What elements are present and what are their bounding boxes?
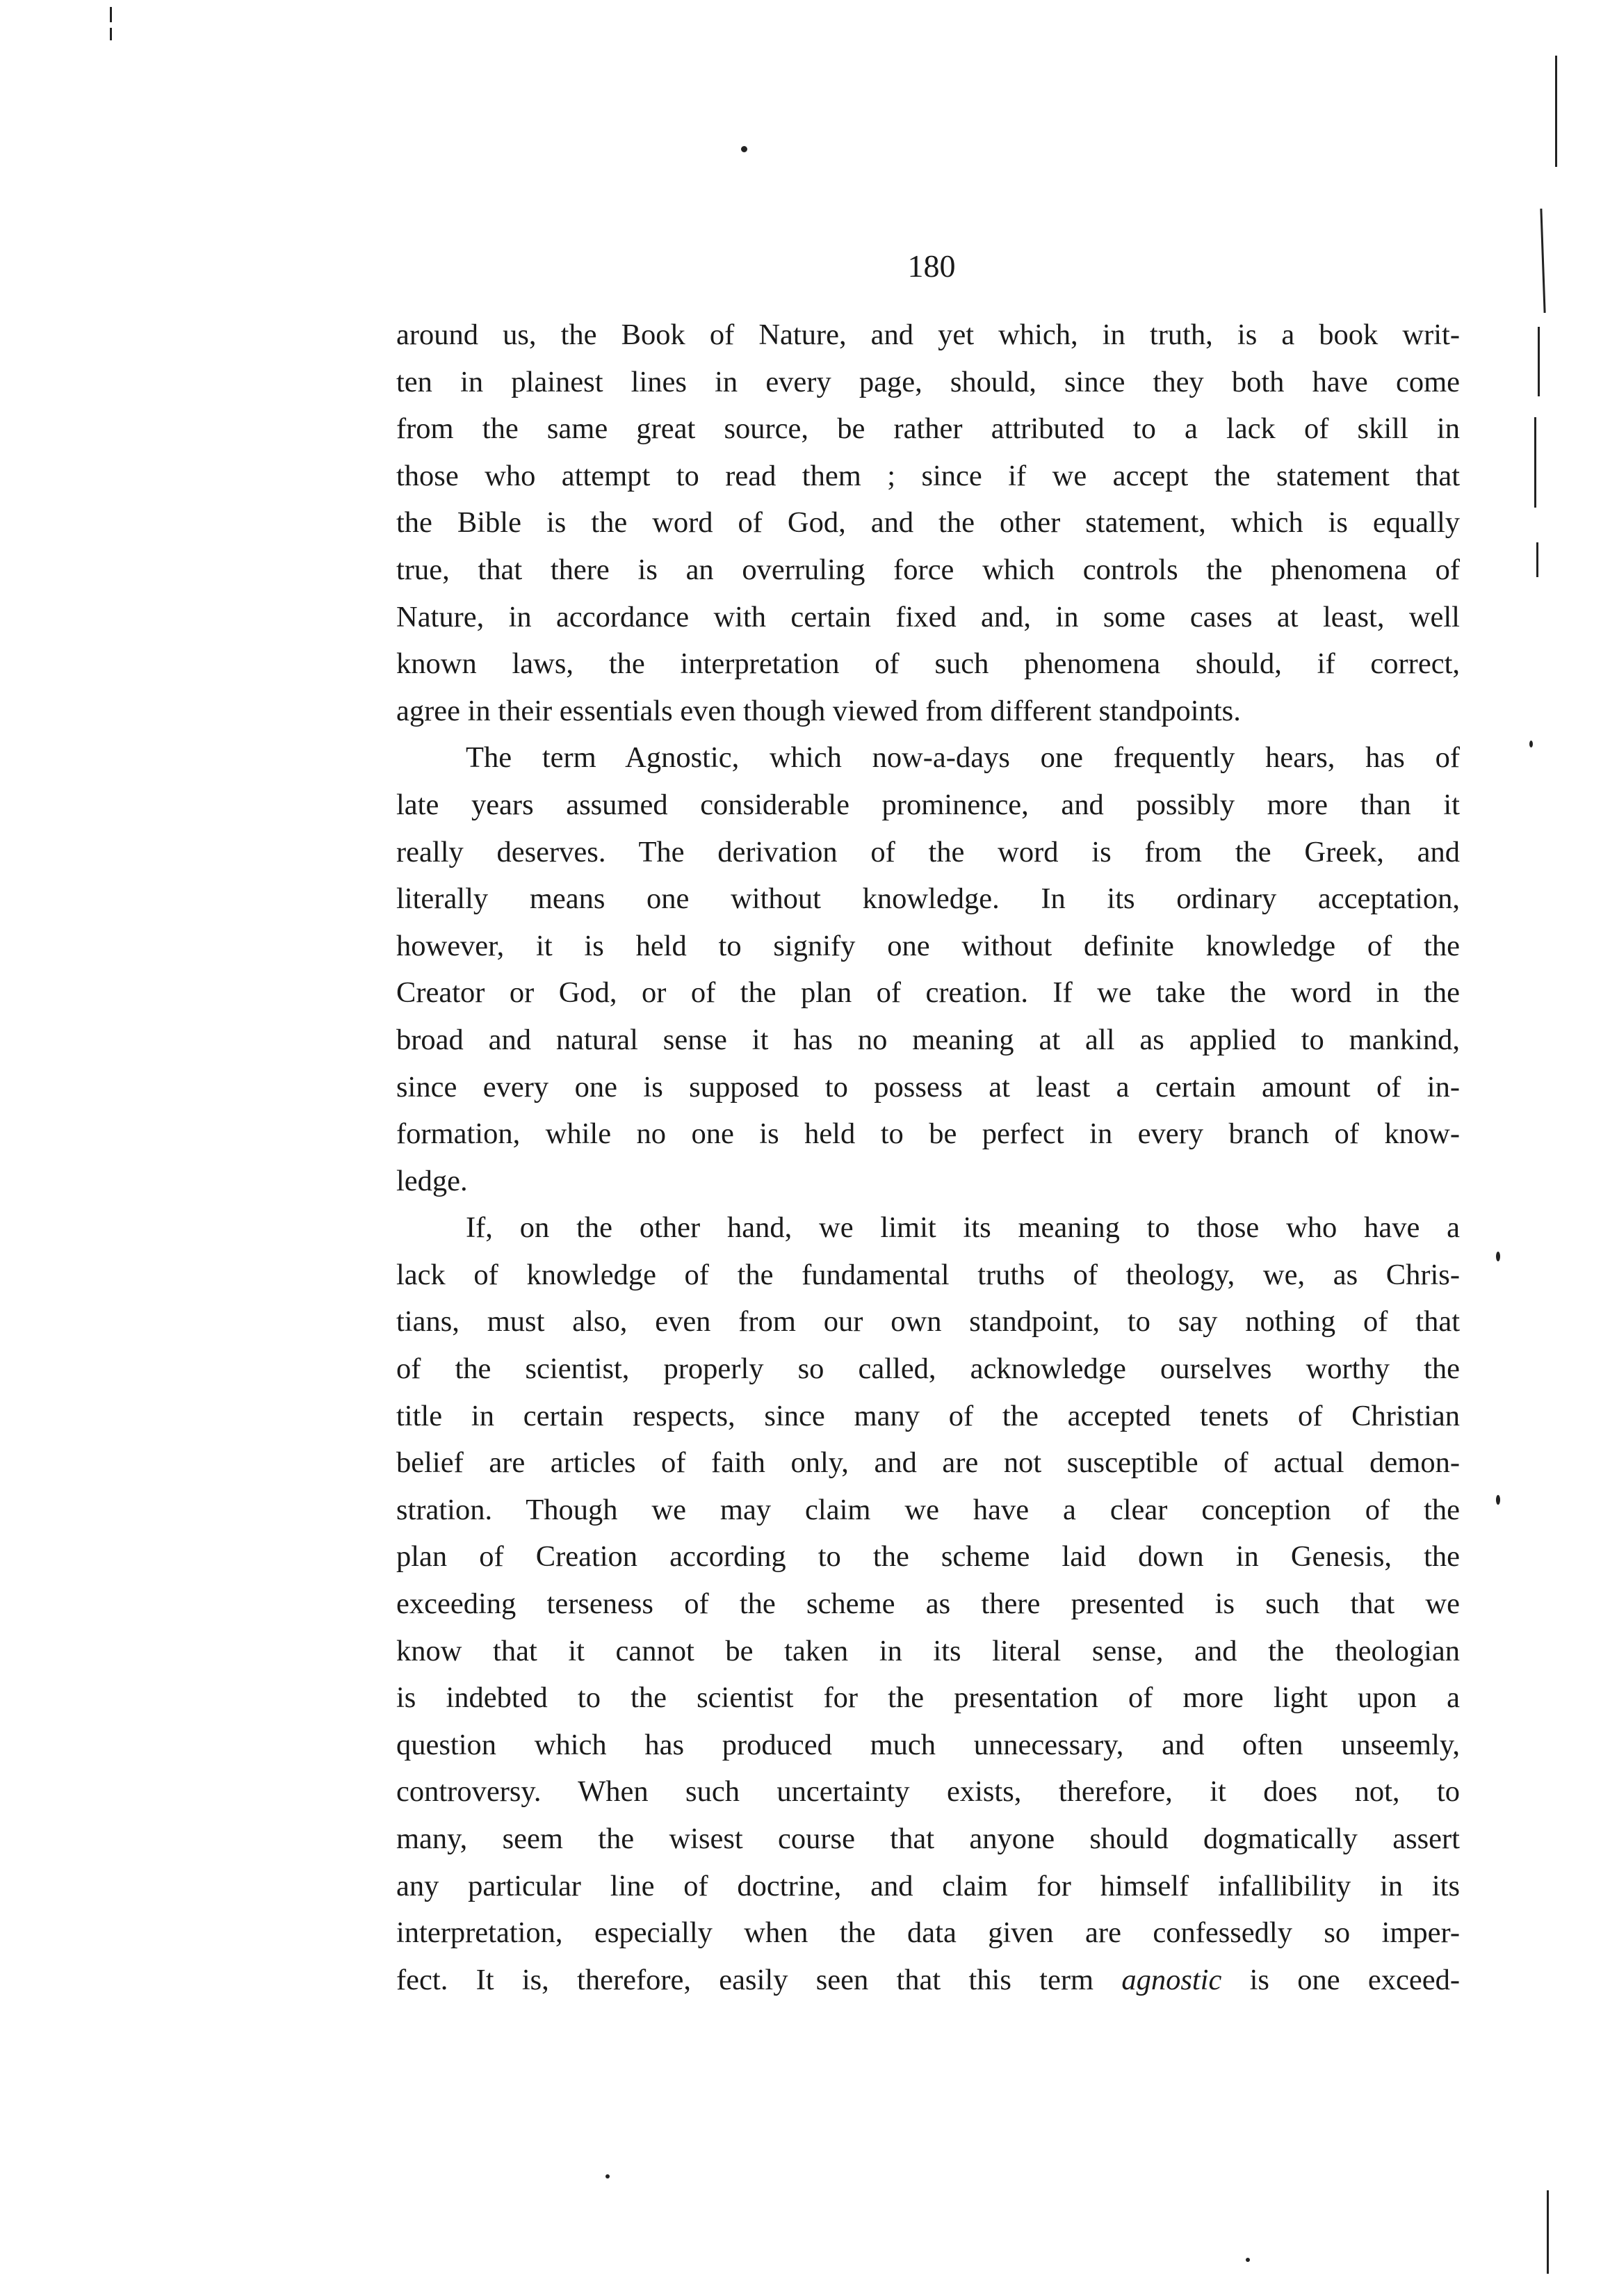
text-line: literally means one without knowledge. In its ordinary acceptation, xyxy=(396,882,1460,916)
final-line-end: is one exceed- xyxy=(1221,1963,1460,1996)
text-line: controversy. When such uncertainty exists, therefore, it does not, to xyxy=(396,1775,1460,1809)
final-line-start: fect. It is, therefore, easily seen that this term xyxy=(396,1963,1122,1996)
text-line: ledge. xyxy=(396,1164,468,1197)
scan-edge-right-6 xyxy=(1547,2190,1549,2274)
scan-mark-top-left xyxy=(110,7,112,22)
text-line: since every one is supposed to possess at least a certain amount of in- xyxy=(396,1070,1460,1103)
text-line: really deserves. The derivation of the word is from the Greek, and xyxy=(396,835,1460,868)
text-line: known laws, the interpretation of such phenomena should, if correct, xyxy=(396,647,1460,681)
scan-dot-bottom-2 xyxy=(1246,2258,1250,2262)
text-line: Nature, in accordance with certain fixed and, in some cases at least, well xyxy=(396,600,1460,633)
paragraph xyxy=(396,312,1460,734)
text-line: title in certain respects, since many of the accepted tenets of Christian xyxy=(396,1399,1460,1432)
text-line: stration. Though we may claim we have a clear conception of the xyxy=(396,1493,1460,1526)
text-line: belief are articles of faith only, and are not susceptible of actual demon- xyxy=(396,1446,1460,1480)
text-line: late years assumed considerable prominence, and possibly more than it xyxy=(396,788,1460,821)
scan-edge-right-3 xyxy=(1538,327,1540,396)
italic-term: agnostic xyxy=(1121,1963,1222,1996)
text-line: exceeding terseness of the scheme as there presented is such that we xyxy=(396,1587,1460,1621)
text-line: any particular line of doctrine, and claim for himself infallibility in its xyxy=(396,1869,1460,1902)
text-line: from the same great source, be rather attributed to a lack of skill in xyxy=(396,412,1460,446)
scan-dot-top xyxy=(741,146,747,152)
paragraph xyxy=(396,734,1460,1204)
text-line: is indebted to the scientist for the presentation of more light upon a xyxy=(396,1681,1460,1715)
scan-dot-bottom-1 xyxy=(605,2174,610,2178)
text-line: those who attempt to read them ; since if we accept the statement that xyxy=(396,459,1460,492)
scan-edge-right-5 xyxy=(1536,542,1538,577)
text-line: the Bible is the word of God, and the other statement, which is equally xyxy=(396,506,1460,540)
text-line: true, that there is an overruling force which controls the phenomena of xyxy=(396,553,1460,586)
text-line: of the scientist, properly so called, acknowledge ourselves worthy the xyxy=(396,1352,1460,1386)
text-line: question which has produced much unnecessary, and often unseemly, xyxy=(396,1728,1460,1761)
text-line: formation, while no one is held to be perfect in every branch of know- xyxy=(396,1117,1460,1151)
text-line: tians, must also, even from our own standpoint, to say nothing of that xyxy=(396,1305,1460,1339)
text-line: agree in their essentials even though viewed from different standpoints. xyxy=(396,694,1241,727)
page-number: 180 xyxy=(907,248,956,284)
text-line: plan of Creation according to the scheme laid down in Genesis, the xyxy=(396,1540,1460,1574)
text-line: ten in plainest lines in every page, should, since they both have come xyxy=(396,365,1460,398)
body-text xyxy=(396,312,1460,2003)
scan-dot-right-2 xyxy=(1496,1495,1500,1505)
text-line: however, it is held to signify one without definite knowledge of the xyxy=(396,929,1460,962)
text-line: broad and natural sense it has no meaning at all as applied to mankind, xyxy=(396,1023,1460,1056)
text-line: know that it cannot be taken in its literal sense, and the theologian xyxy=(396,1634,1460,1667)
text-line: many, seem the wisest course that anyone should dogmatically assert xyxy=(396,1822,1460,1855)
scan-edge-right-1 xyxy=(1555,56,1557,167)
paragraph xyxy=(396,1204,1460,2003)
scan-edge-right-2 xyxy=(1540,209,1545,313)
scan-mark-top-left-2 xyxy=(110,28,112,40)
scan-dot-right-1 xyxy=(1496,1252,1500,1261)
scan-dot-right-3 xyxy=(1529,741,1533,747)
scan-edge-right-4 xyxy=(1534,417,1536,508)
text-line: If, on the other hand, we limit its meaning to those who have a xyxy=(466,1211,1460,1245)
text-line: interpretation, especially when the data given are confessedly so imper- xyxy=(396,1916,1460,1950)
text-line: The term Agnostic, which now-a-days one frequently hears, has of xyxy=(466,741,1460,775)
text-line: Creator or God, or of the plan of creation. If we take the word in the xyxy=(396,976,1460,1010)
text-line: around us, the Book of Nature, and yet which, in truth, is a book writ- xyxy=(396,318,1460,351)
text-line-final xyxy=(396,1957,1460,2004)
text-line: lack of knowledge of the fundamental truths of theology, we, as Chris- xyxy=(396,1258,1460,1291)
